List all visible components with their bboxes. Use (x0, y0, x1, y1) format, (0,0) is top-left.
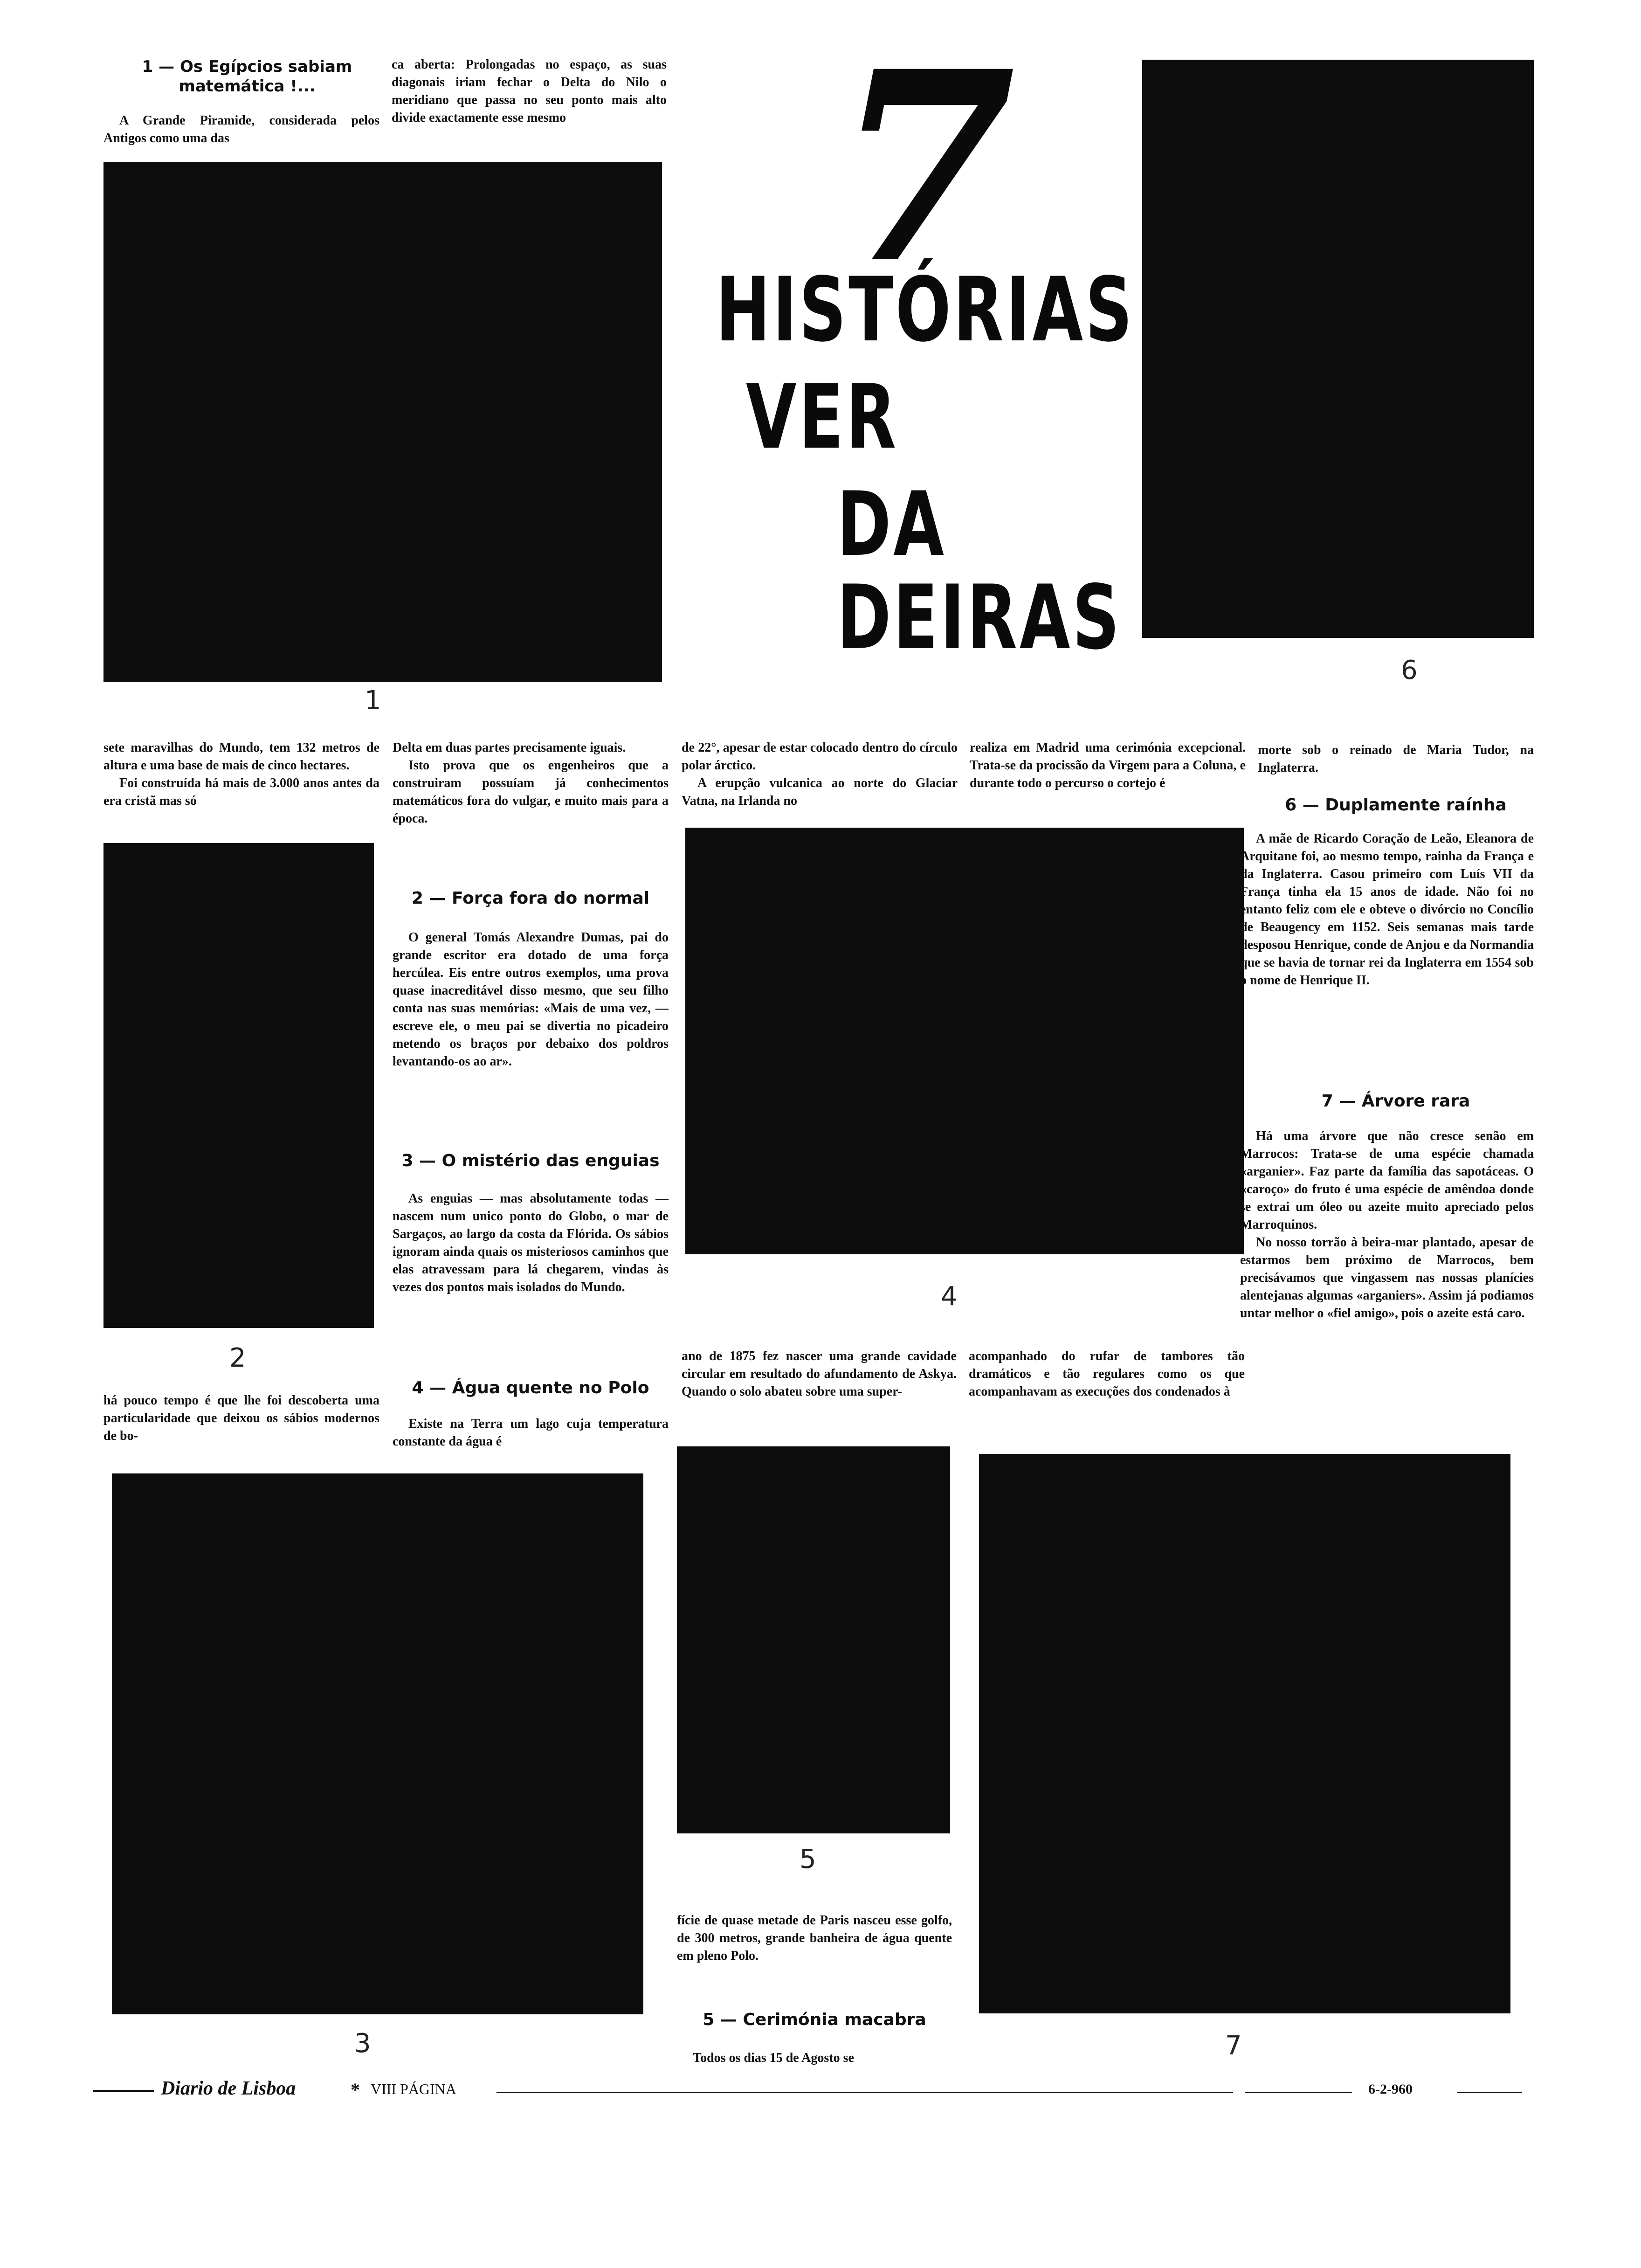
col2-section-3-paragraph: As enguias — mas absolutamente todas — nascem num unico ponto do Globo, o mar de Sargaços, ao largo da costa da Flórida. Os sábios ignoram ainda quais os misteriosos caminhos que elas atravessam para lá chegarem, vindas às vezes dos pontos mais isolados do Mundo. (393, 1191, 669, 1294)
col3-top-text (682, 739, 958, 810)
footer-rule-right-b (1457, 2092, 1522, 2093)
col3-paragraph-c: ano de 1875 fez nascer uma grande cavidade circular em resultado do afundamento de Askya. Quando o solo abateu sobre uma super- (682, 1349, 957, 1399)
figure-number-6: 6 (1401, 655, 1418, 685)
col5-section-7-paragraph-a: Há uma árvore que não cresce senão em Marrocos: Trata-se de uma espécie chamada «arganier». Faz parte da família das sapotáceas. O «caroço» do fruto é uma espécie de amêndoa donde se extrai um óleo ou azeite muito apreciado pelos Marroquinos. (1240, 1129, 1534, 1232)
col1-bottom-paragraph: há pouco tempo é que lhe foi descoberta uma particularidade que deixou os sábios modernos de bo- (103, 1393, 379, 1443)
col1-mid-paragraph-b: Foi construída há mais de 3.000 anos antes da era cristã mas só (103, 776, 379, 808)
col1-bottom-text (103, 1392, 379, 1445)
col1-top-paragraph: A Grande Piramide, considerada pelos Antigos como uma das (103, 113, 379, 145)
col2-section-3-text (393, 1190, 669, 1296)
footer-rule-middle (496, 2092, 1233, 2093)
col5-section-7-text (1240, 1127, 1534, 1322)
title-line-4: DEIRAS (837, 566, 1122, 669)
col2-paragraph-b: Isto prova que os engenheiros que a construiram possuíam já conhecimentos matemáticos fora do vulgar, e muito mais para a época. (393, 758, 669, 826)
section-5-title: 5 — Cerimónia macabra (703, 2010, 926, 2029)
footer-date: 6-2-960 (1368, 2081, 1413, 2097)
photo-7 (979, 1454, 1510, 2013)
col5-section-6-paragraph: A mãe de Ricardo Coração de Leão, Eleanora de Arquitane foi, ao mesmo tempo, rainha da França e da Inglaterra. Casou primeiro com Luís VII da França tinha ela 15 anos de idade. Não foi no entanto feliz com ele e obteve o divórcio no Concílio de Beaugency em 1152. Seis semanas mais tarde desposou Henrique, conde de Anjou e da Normandia que se havia de tornar rei da Inglaterra em 1554 sob o nome de Henrique II. (1240, 831, 1534, 988)
col4-paragraph-a: realiza em Madrid uma cerimónia excepcional. Trata-se da procissão da Virgem para a Coluna, e durante todo o percurso o cortejo é (970, 740, 1246, 790)
section-3-title: 3 — O mistério das enguias (401, 1151, 660, 1170)
photo-6 (1142, 60, 1534, 638)
col1-top-text (103, 112, 379, 147)
col3-paragraph-d: fície de quase metade de Paris nasceu esse golfo, de 300 metros, grande banheira de água quente em pleno Polo. (677, 1913, 952, 1963)
section-2-title: 2 — Força fora do normal (411, 889, 650, 908)
col3-bottom-text (677, 1912, 952, 1965)
col2-paragraph-a: Delta em duas partes precisamente iguais. (393, 740, 626, 755)
figure-number-1: 1 (365, 685, 381, 716)
col4-top-text (970, 739, 1246, 792)
photo-4 (685, 828, 1244, 1254)
footer-rule-right-a (1245, 2092, 1352, 2093)
photo-1 (103, 162, 662, 682)
col2-mid-text (393, 739, 669, 828)
section-1-title: 1 — Os Egípcios sabiam matemática !... (142, 57, 352, 96)
footer-star: * (351, 2079, 360, 2100)
col5-section-7-paragraph-b: No nosso torrão à beira-mar plantado, apesar de estarmos bem próximo de Marrocos, bem precisávamos que vingassem nas nossas planícies alentejanas algumas «arganiers». Assim já podiamos untar melhor o «fiel amigo», pois o azeite está caro. (1240, 1235, 1534, 1321)
col2-section-2-text (393, 929, 669, 1071)
section-4-title: 4 — Água quente no Polo (412, 1378, 649, 1397)
footer-page: VIII PÁGINA (371, 2081, 456, 2097)
figure-number-4: 4 (941, 1281, 958, 1312)
photo-2 (103, 843, 374, 1328)
col5-paragraph-a: morte sob o reinado de Maria Tudor, na Inglaterra. (1258, 743, 1534, 775)
col2-section-4-paragraph: Existe na Terra um lago cuja temperatura constante da água é (393, 1417, 669, 1449)
footer-rule-left (93, 2090, 154, 2092)
figure-number-2: 2 (229, 1343, 246, 1373)
section-6-title: 6 — Duplamente raínha (1285, 795, 1507, 815)
col1-mid-text (103, 739, 379, 810)
col3-paragraph-e: Todos os dias 15 de Agosto se (693, 2051, 854, 2065)
col5-top-text (1258, 741, 1534, 777)
photo-5 (677, 1446, 950, 1833)
photo-3 (112, 1473, 643, 2014)
col2-section-2-paragraph: O general Tomás Alexandre Dumas, pai do grande escritor era dotado de uma força hercúlea. Eis entre outros exemplos, uma prova quase inacreditável disso mesmo, que seu filho conta nas suas memórias: «Mais de uma vez, — escreve ele, o meu pai se divertia no picadeiro metendo os braços por debaixo dos poldros levantando-os ao ar». (393, 930, 669, 1069)
col2-top-paragraph: ca aberta: Prolongadas no espaço, as suas diagonais iriam fechar o Delta do Nilo o meridiano que passa no seu ponto mais alto divide exactamente esse mesmo (392, 57, 667, 125)
title-line-2: VER (746, 366, 898, 469)
title-line-3: DA (837, 473, 946, 576)
figure-number-7: 7 (1225, 2031, 1242, 2061)
col3-paragraph-b: A erupção vulcanica ao norte do Glaciar Vatna, na Irlanda no (682, 776, 958, 808)
col3-section-5-text (677, 2049, 952, 2067)
section-7-title: 7 — Árvore rara (1321, 1092, 1470, 1111)
col5-section-6-text (1240, 830, 1534, 989)
col1-mid-paragraph-a: sete maravilhas do Mundo, tem 132 metros de altura e uma base de mais de cinco hectares. (103, 740, 379, 773)
col3-mid-text (682, 1348, 957, 1401)
footer-paper-name: Diario de Lisboa (161, 2078, 296, 2099)
col2-section-4-text (393, 1415, 669, 1451)
title-line-1: HISTÓRIAS (716, 258, 1135, 361)
title-number: 7 (834, 14, 1016, 321)
col2-top-text (392, 56, 667, 127)
figure-number-5: 5 (800, 1844, 816, 1874)
figure-number-3: 3 (354, 2028, 371, 2059)
col4-mid-text (969, 1348, 1245, 1401)
col3-paragraph-a: de 22°, apesar de estar colocado dentro do círculo polar árctico. (682, 740, 958, 773)
col4-paragraph-b: acompanhado do rufar de tambores tão dramáticos e tão regulares como os que acompanhavam as execuções dos condenados à (969, 1349, 1245, 1399)
